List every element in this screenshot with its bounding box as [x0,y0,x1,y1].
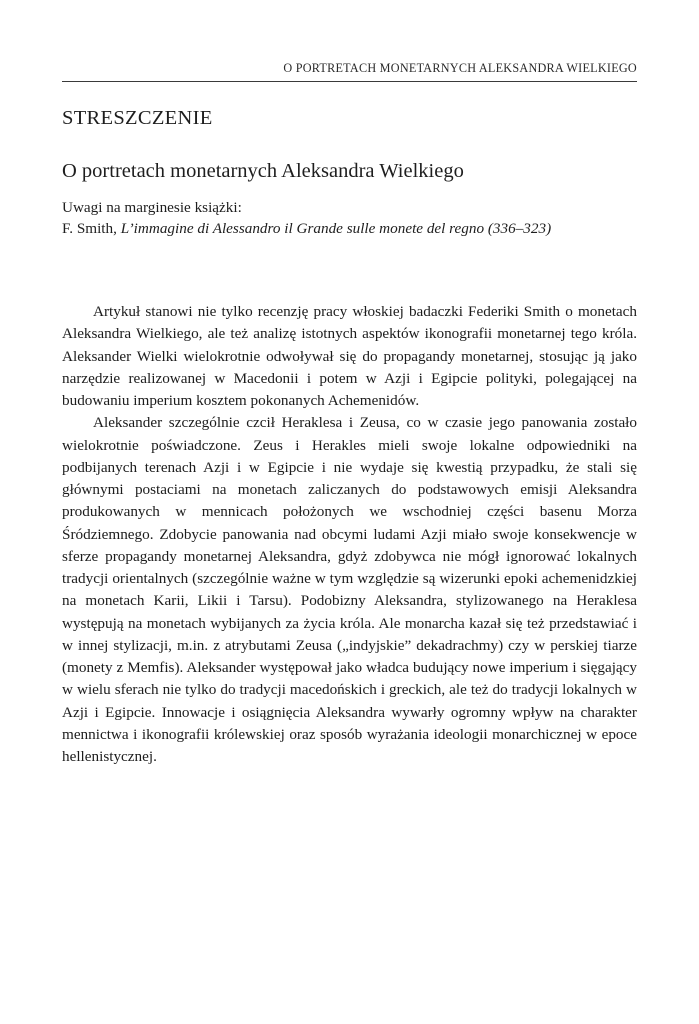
body-paragraph: Aleksander szczególnie czcił Heraklesa i Zeusa, co w czasie jego panowania zostało wielokrotnie poświadczone. Zeus i Herakles mieli swoje lokalne odpowiedniki na podbijanych terenach Azji i w Egipcie i nie wydaje się kwestią przypadku, że stali się głównymi postaciami na monetach zaliczanych do podstawowych emisji Aleksandra produkowanych w mennicach położonych we wschodniej części basenu Morza Śródziemnego. Zdobycie panowania nad obcymi ludami Azji miało swoje konsekwencje w sferze propagandy monetarnej Aleksandra, gdyż zdobywca nie mógł ignorować lokalnych tradycji orientalnych (szczególnie ważne w tym względzie są wizerunki epoki achemenidzkiej na monetach Karii, Likii i Tarsu). Podobizny Aleksandra, stylizowanego na Heraklesa występują na monetach wybijanych za życia króla. Ale monarcha kazał się też przedstawiać i w innej stylizacji, m.in. z atrybutami Zeusa („indyjskie” dekadrachmy) czy w perskiej tiarze (monety z Memfis). Aleksander występował jako władca budujący nowe imperium i sięgający w wielu sferach nie tylko do tradycji macedońskich i greckich, ale też do tradycji lokalnych w Azji i Egipcie. Innowacje i osiągnięcia Aleksandra wywarły ogromny wpływ na charakter mennictwa i ikonografii królewskiej oraz sposób wyrażania ideologii monarchicznej w epoce hellenistycznej. [62,414,637,765]
section-label: STRESZCZENIE [62,107,213,129]
subtitle-book-title: L’immagine di Alessandro il Grande sulle monete del regno (336–323) [120,220,552,237]
subtitle-author: F. Smith, [62,220,121,237]
subtitle-line-1: Uwagi na marginesie książki: [62,199,242,216]
running-header: O PORTRETACH MONETARNYCH ALEKSANDRA WIELKIEGO [283,61,637,75]
article-subtitle [62,197,551,239]
header-rule [62,81,637,82]
article-title: O portretach monetarnych Aleksandra Wielkiego [62,160,464,182]
article-body [62,301,637,768]
body-paragraph: Artykuł stanowi nie tylko recenzję pracy włoskiej badaczki Federiki Smith o monetach Aleksandra Wielkiego, ale też analizę istotnych aspektów ikonografii monetarnej tego króla. Aleksander Wielki wielokrotnie odwoływał się do propagandy monetarnej, stosując ją jako narzędzie realizowanej w Macedonii i potem w Azji i Egipcie polityki, polegającej na budowaniu imperium kosztem pokonanych Achemenidów. [62,303,637,409]
subtitle-line-2 [62,218,551,239]
